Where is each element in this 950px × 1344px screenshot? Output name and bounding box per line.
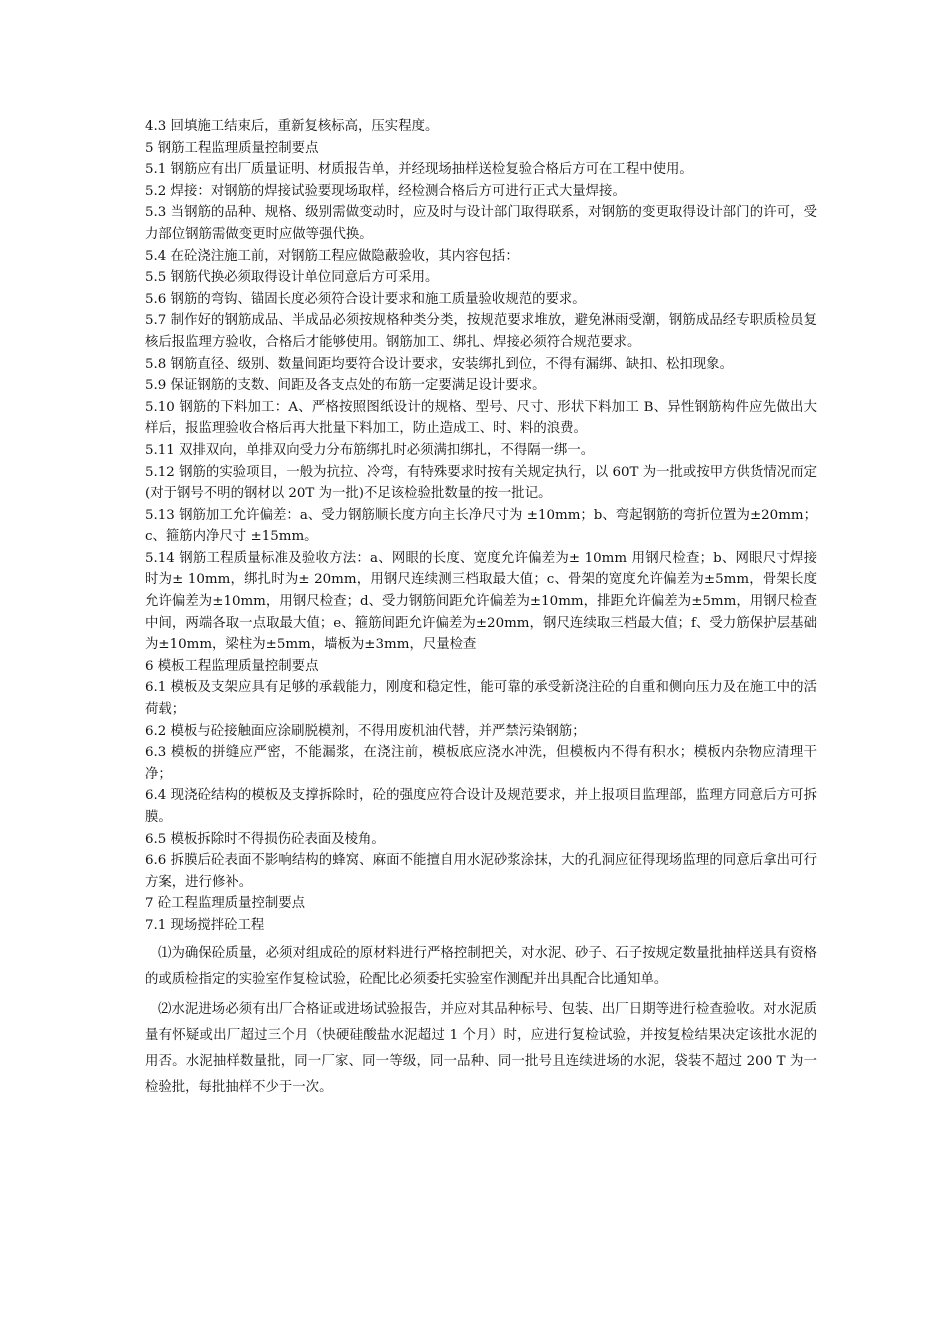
subsection-heading: 7.1 现场搅拌砼工程 [145,917,265,933]
section-heading: 7 砼工程监理质量控制要点 [145,896,306,912]
paragraph: 6.1 模板及支架应具有足够的承载能力，刚度和稳定性，能可靠的承受新浇注砼的自重和侧向压力及在施工中的活荷载； [145,680,817,718]
paragraph: ⑵水泥进场必须有出厂合格证或进场试验报告，并应对其品种标号、包装、出厂日期等进行检查验收。对水泥质量有怀疑或出厂超过三个月（快硬硅酸盐水泥超过 1 个月）时，应进行复检试验，并按复检结果决定该批水泥的用否。水泥抽样数量批，同一厂家、同一等级，同一品种、同一批号且连续进场的水泥，袋装不超过 200 T 为一检验批，每批抽样不少于一次。 [145,1001,817,1095]
paragraph: 5.4 在砼浇注施工前，对钢筋工程应做隐蔽验收，其内容包括： [145,248,519,264]
paragraph: 5.3 当钢筋的品种、规格、级别需做变动时，应及时与设计部门取得联系，对钢筋的变更取得设计部门的许可，受力部位钢筋需做变更时应做等强代换。 [145,205,817,242]
paragraph: 5.2 焊接：对钢筋的焊接试验要现场取样，经检测合格后方可进行正式大量焊接。 [145,183,626,199]
paragraph: 5.13 钢筋加工允许偏差：a、受力钢筋顺长度方向主长净尺寸为 ±10mm；b、弯起钢筋的弯折位置为±20mm；c、箍筋内净尺寸 ±15mm。 [145,507,817,545]
paragraph: 5.7 制作好的钢筋成品、半成品必须按规格种类分类，按规范要求堆放，避免淋雨受潮，钢筋成品经专职质检员复核后报监理方验收，合格后才能够使用。钢筋加工、绑扎、焊接必须符合规范要求。 [145,313,817,350]
paragraph: 5.9 保证钢筋的支数、间距及各支点处的布筋一定要满足设计要求。 [145,378,546,394]
paragraph: 6.5 模板拆除时不得损伤砼表面及棱角。 [145,831,385,847]
section-heading: 5 钢筋工程监理质量控制要点 [145,140,319,156]
paragraph: 5.11 双排双向，单排双向受力分布筋绑扎时必须满扣绑扎，不得隔一绑一。 [145,442,595,458]
paragraph: 5.6 钢筋的弯钩、锚固长度必须符合设计要求和施工质量验收规范的要求。 [145,291,586,307]
paragraph: ⑴为确保砼质量，必须对组成砼的原材料进行严格控制把关，对水泥、砂子、石子按规定数量批抽样送具有资格的或质检指定的实验室作复检试验，砼配比必须委托实验室作测配并出具配合比通知单。 [145,945,817,987]
paragraph: 6.3 模板的拼缝应严密，不能漏浆，在浇注前，模板底应浇水冲洗，但模板内不得有积水；模板内杂物应清理干净； [145,745,817,782]
section-heading: 6 模板工程监理质量控制要点 [145,658,319,674]
paragraph: 6.2 模板与砼接触面应涂刷脱模剂，不得用废机油代替，并严禁污染钢筋； [145,723,586,739]
paragraph: 5.1 钢筋应有出厂质量证明、材质报告单，并经现场抽样送检复验合格后方可在工程中使用。 [145,162,693,178]
document-page [145,116,817,1101]
paragraph: 5.8 钢筋直径、级别、数量间距均要符合设计要求，安装绑扎到位，不得有漏绑、缺扣、松扣现象。 [145,356,733,372]
paragraph: 5.12 钢筋的实验项目，一般为抗拉、冷弯，有特殊要求时按有关规定执行，以 60T 为一批或按甲方供货情况而定(对于钢号不明的钢材以 20T 为一批)不足该检验批数量的按一批记。 [145,464,817,502]
paragraph: 6.4 现浇砼结构的模板及支撑拆除时，砼的强度应符合设计及规范要求，并上报项目监理部，监理方同意后方可拆膜。 [145,788,817,825]
paragraph: 5.14 钢筋工程质量标准及验收方法：a、网眼的长度、宽度允许偏差为± 10mm 用钢尺检查；b、网眼尺寸焊接时为± 10mm，绑扎时为± 20mm，用钢尺连续测三档取最大值；c、骨架的宽度允许偏差为±5mm，骨架长度允许偏差为±10mm，用钢尺检查；d、受力钢筋间距允许偏差为±10mm，排距允许偏差为±5mm，用钢尺检查中间，两端各取一点取最大值；e、箍筋间距允许偏差为±20mm，钢尺连续取三档最大值；f、受力筋保护层基础为±10mm，梁柱为±5mm，墙板为±3mm，尺量检查 [145,550,818,653]
paragraph: 5.10 钢筋的下料加工：A、严格按照图纸设计的规格、型号、尺寸、形状下料加工 B、异性钢筋构件应先做出大样后，报监理验收合格后再大批量下料加工，防止造成工、时、料的浪费。 [145,399,817,437]
paragraph: 6.6 拆膜后砼表面不影响结构的蜂窝、麻面不能擅自用水泥砂浆涂抹，大的孔洞应征得现场监理的同意后拿出可行方案，进行修补。 [145,853,817,890]
paragraph: 4.3 回填施工结束后，重新复核标高，压实程度。 [145,119,439,134]
paragraph: 5.5 钢筋代换必须取得设计单位同意后方可采用。 [145,270,439,286]
